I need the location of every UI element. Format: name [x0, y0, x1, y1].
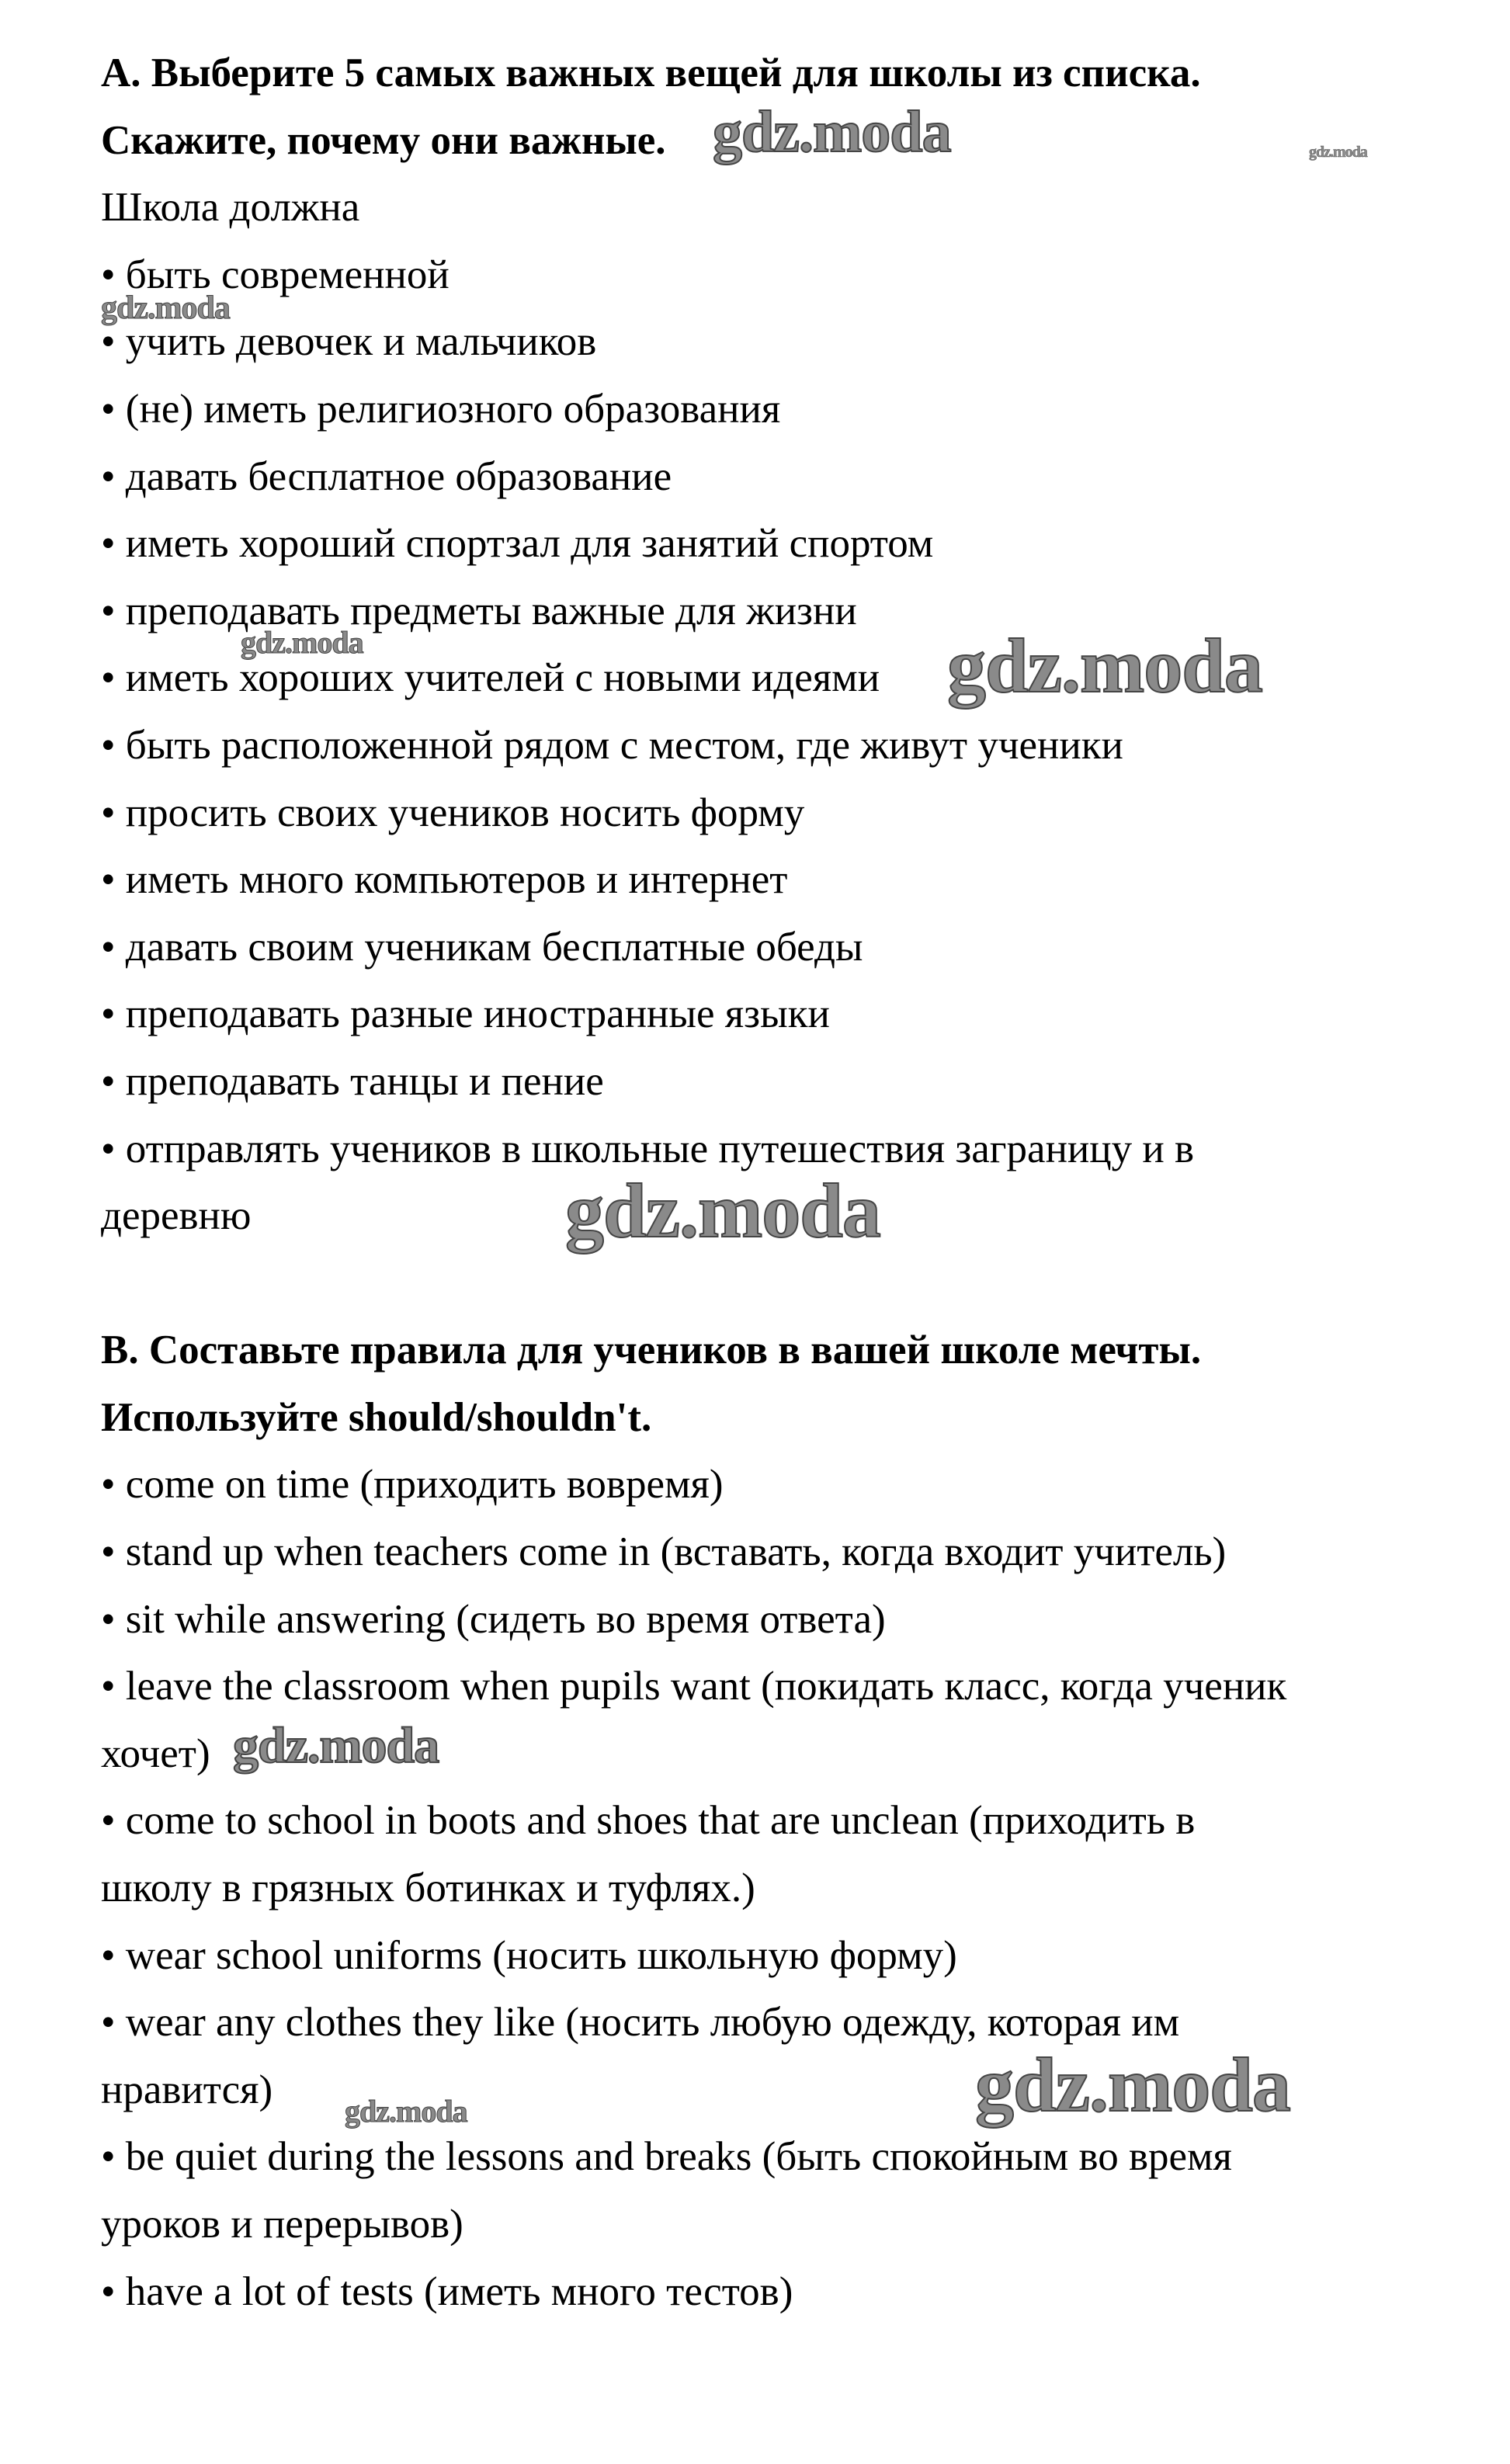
list-item: • иметь хороший спортзал для занятий спортом [101, 521, 934, 567]
list-item: • быть современной [101, 252, 450, 297]
watermark: gdz.moda [713, 99, 951, 165]
section-a-intro: Школа должна [101, 185, 360, 231]
watermark: gdz.moda [241, 625, 363, 660]
list-item: • be quiet during the lessons and breaks (быть спокойным во время [101, 2134, 1232, 2180]
list-item: • давать бесплатное образование [101, 453, 672, 499]
list-item: • преподавать разные иностранные языки [101, 991, 830, 1037]
list-item: уроков и перерывов) [101, 2202, 463, 2247]
list-item: деревню [101, 1193, 252, 1239]
list-item: • leave the classroom when pupils want (покидать класс, когда ученик [101, 1664, 1287, 1709]
watermark: gdz.moda [345, 2094, 467, 2129]
watermark: gdz.moda [233, 1717, 439, 1774]
list-item: • sit while answering (сидеть во время ответа) [101, 1596, 886, 1642]
list-item: • иметь хороших учителей с новыми идеями [101, 655, 880, 701]
section-b-title: Используйте should/shouldn't. [101, 1394, 652, 1440]
section-a-title: Скажите, почему они важные. [101, 117, 666, 163]
list-item: • отправлять учеников в школьные путешествия заграницу и в [101, 1126, 1195, 1171]
list-item: • wear school uniforms (носить школьную форму) [101, 1932, 957, 1978]
list-item: • просить своих учеников носить форму [101, 790, 805, 835]
list-item: • учить девочек и мальчиков [101, 319, 597, 365]
watermark: gdz.moda [947, 623, 1262, 709]
watermark: gdz.moda [101, 290, 230, 326]
list-item: • преподавать танцы и пение [101, 1058, 604, 1104]
watermark: gdz.moda [565, 1168, 880, 1254]
section-b [101, 1317, 1483, 2325]
list-item: • быть расположенной рядом с местом, где живут ученики [101, 722, 1123, 768]
list-item: школу в грязных ботинках и туфлях.) [101, 1865, 755, 1911]
section-b-title: B. Составьте правила для учеников в вашей школе мечты. [101, 1327, 1202, 1373]
list-item: • преподавать предметы важные для жизни [101, 588, 857, 633]
list-item: • иметь много компьютеров и интернет [101, 857, 788, 903]
watermark: gdz.moda [975, 2042, 1290, 2128]
list-item: нравится) [101, 2067, 273, 2112]
section-a-title: A. Выберите 5 самых важных вещей для школы из списка. [101, 50, 1201, 95]
list-item: • come to school in boots and shoes that are unclean (приходить в [101, 1798, 1196, 1844]
list-item: • давать своим ученикам бесплатные обеды [101, 924, 863, 970]
list-item: • come on time (приходить вовремя) [101, 1462, 724, 1508]
watermark: gdz.moda [1309, 144, 1367, 161]
list-item: • stand up when teachers come in (вставать, когда входит учитель) [101, 1529, 1227, 1575]
list-item: • (не) иметь религиозного образования [101, 386, 781, 432]
list-item: • have a lot of tests (иметь много тестов) [101, 2268, 793, 2314]
list-item: хочет) [101, 1730, 210, 1776]
section-gap [101, 1250, 1483, 1317]
list-item: • wear any clothes they like (носить любую одежду, которая им [101, 2000, 1180, 2046]
